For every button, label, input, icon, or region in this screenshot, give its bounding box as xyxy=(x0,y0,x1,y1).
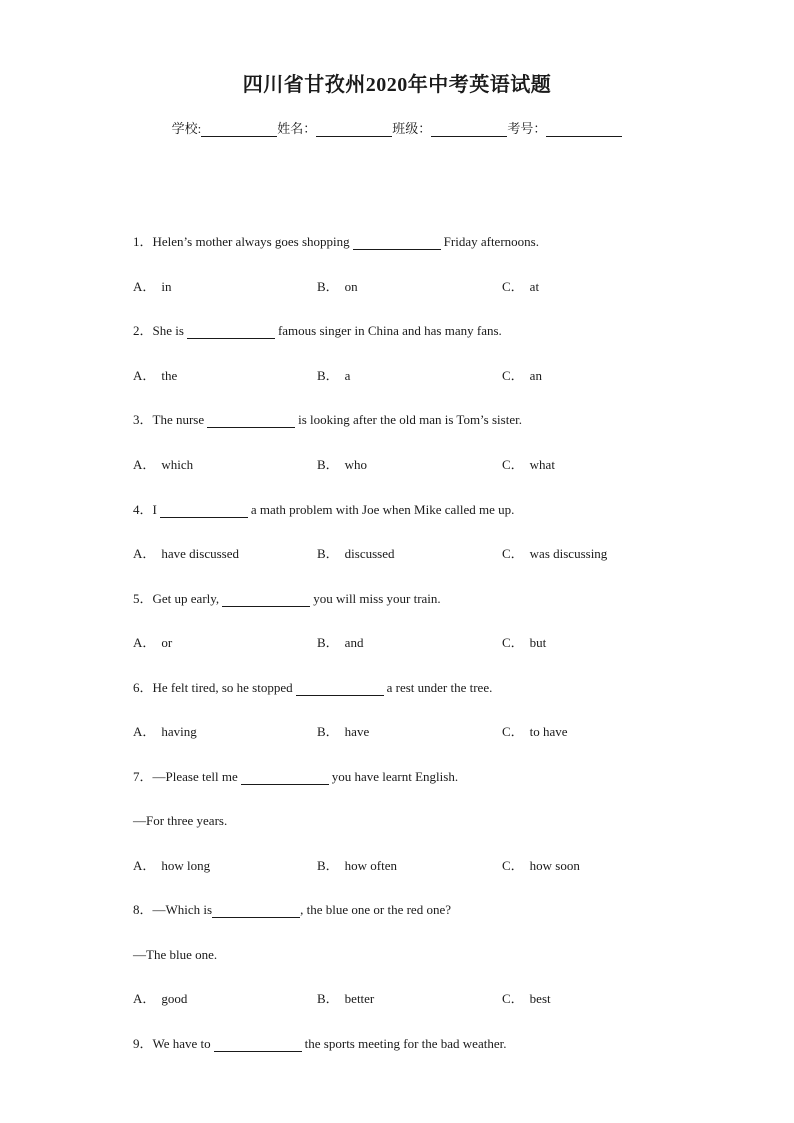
exam-no-label: 考号： xyxy=(507,121,547,136)
option-text: or xyxy=(161,635,173,650)
question-number: 4． xyxy=(133,502,153,517)
answer-blank[interactable] xyxy=(214,1038,302,1052)
option-text: which xyxy=(161,457,194,472)
option-b[interactable] xyxy=(317,279,358,295)
option-letter: B． xyxy=(317,546,339,561)
option-c[interactable] xyxy=(502,724,568,740)
answer-blank[interactable] xyxy=(187,325,275,339)
option-letter: B． xyxy=(317,724,339,739)
answer-blank[interactable] xyxy=(160,504,248,518)
school-blank[interactable] xyxy=(201,122,277,137)
question-3 xyxy=(133,412,522,428)
question-text-after: , the blue one or the red one? xyxy=(300,902,451,917)
question-text-after: a rest under the tree. xyxy=(386,680,493,695)
option-a[interactable] xyxy=(133,457,193,473)
option-letter: B． xyxy=(317,635,339,650)
question-number: 3． xyxy=(133,412,153,427)
option-text: what xyxy=(529,457,555,472)
option-letter: B． xyxy=(317,457,339,472)
name-blank[interactable] xyxy=(316,122,392,137)
question-text-before: —Which is xyxy=(152,902,213,917)
option-letter: C． xyxy=(502,858,524,873)
option-letter: C． xyxy=(502,279,524,294)
question-number: 8． xyxy=(133,902,153,917)
option-text: at xyxy=(529,279,540,294)
question-reply: —For three years. xyxy=(133,813,228,828)
option-c[interactable] xyxy=(502,991,551,1007)
question-text-before: I xyxy=(152,502,157,517)
option-text: discussed xyxy=(344,546,395,561)
option-letter: A． xyxy=(133,635,156,650)
question-text-after: a math problem with Joe when Mike called me up. xyxy=(250,502,515,517)
option-letter: C． xyxy=(502,546,524,561)
question-text-after: Friday afternoons. xyxy=(443,234,539,249)
option-text: how soon xyxy=(529,858,580,873)
option-a[interactable] xyxy=(133,724,197,740)
option-c[interactable] xyxy=(502,457,555,473)
option-c[interactable] xyxy=(502,546,607,562)
option-text: but xyxy=(529,635,547,650)
question-7 xyxy=(133,769,458,785)
option-a[interactable] xyxy=(133,858,210,874)
option-a[interactable] xyxy=(133,635,172,651)
answer-blank[interactable] xyxy=(212,904,300,918)
option-text: how often xyxy=(344,858,398,873)
question-5 xyxy=(133,591,441,607)
option-a[interactable] xyxy=(133,368,177,384)
question-1 xyxy=(133,234,539,250)
option-letter: B． xyxy=(317,279,339,294)
option-a[interactable] xyxy=(133,546,239,562)
option-text: best xyxy=(529,991,551,1006)
answer-blank[interactable] xyxy=(353,236,441,250)
option-a[interactable] xyxy=(133,279,172,295)
question-number: 7． xyxy=(133,769,153,784)
question-reply: —The blue one. xyxy=(133,947,218,962)
question-text-after: is looking after the old man is Tom’s sister. xyxy=(298,412,522,427)
answer-blank[interactable] xyxy=(222,593,310,607)
question-text-before: Helen’s mother always goes shopping xyxy=(152,234,350,249)
question-9 xyxy=(133,1036,506,1052)
question-text-before: She is xyxy=(152,323,184,338)
option-text: how long xyxy=(161,858,211,873)
class-label: 班级： xyxy=(392,121,432,136)
exam-no-blank[interactable] xyxy=(546,122,622,137)
option-text: was discussing xyxy=(529,546,608,561)
option-letter: A． xyxy=(133,858,156,873)
option-text: good xyxy=(161,991,188,1006)
option-b[interactable] xyxy=(317,457,367,473)
school-label: 学校: xyxy=(171,121,202,136)
option-letter: C． xyxy=(502,457,524,472)
class-blank[interactable] xyxy=(431,122,507,137)
option-c[interactable] xyxy=(502,368,542,384)
option-c[interactable] xyxy=(502,635,546,651)
option-b[interactable] xyxy=(317,546,395,562)
option-letter: C． xyxy=(502,635,524,650)
question-2 xyxy=(133,323,502,339)
option-b[interactable] xyxy=(317,724,369,740)
question-number: 9． xyxy=(133,1036,153,1051)
option-letter: B． xyxy=(317,858,339,873)
question-text-after: you have learnt English. xyxy=(331,769,459,784)
answer-blank[interactable] xyxy=(296,682,384,696)
question-text-before: He felt tired, so he stopped xyxy=(152,680,293,695)
option-text: having xyxy=(161,724,197,739)
option-a[interactable] xyxy=(133,991,187,1007)
question-number: 1． xyxy=(133,234,153,249)
option-text: who xyxy=(344,457,368,472)
option-text: have xyxy=(344,724,370,739)
question-text-before: We have to xyxy=(152,1036,211,1051)
question-4 xyxy=(133,502,514,518)
option-letter: C． xyxy=(502,991,524,1006)
option-text: on xyxy=(344,279,358,294)
option-text: the xyxy=(161,368,178,383)
option-text: to have xyxy=(529,724,568,739)
option-letter: A． xyxy=(133,546,156,561)
question-number: 2． xyxy=(133,323,153,338)
option-c[interactable] xyxy=(502,858,580,874)
name-label: 姓名： xyxy=(277,121,317,136)
question-number: 6． xyxy=(133,680,153,695)
question-8 xyxy=(133,902,451,918)
question-text-after: the sports meeting for the bad weather. xyxy=(304,1036,507,1051)
option-letter: C． xyxy=(502,724,524,739)
page-title: 四川省甘孜州2020年中考英语试题 xyxy=(242,74,552,96)
question-text-before: —Please tell me xyxy=(152,769,238,784)
question-6 xyxy=(133,680,492,696)
option-letter: A． xyxy=(133,724,156,739)
option-letter: A． xyxy=(133,279,156,294)
student-info-row xyxy=(0,118,794,137)
option-b[interactable] xyxy=(317,991,374,1007)
question-text-before: Get up early, xyxy=(152,591,220,606)
option-b[interactable] xyxy=(317,368,350,384)
option-letter: A． xyxy=(133,991,156,1006)
option-text: and xyxy=(344,635,364,650)
option-text: in xyxy=(161,279,172,294)
option-letter: C． xyxy=(502,368,524,383)
question-text-before: The nurse xyxy=(152,412,205,427)
option-letter: B． xyxy=(317,368,339,383)
answer-blank[interactable] xyxy=(207,414,295,428)
question-number: 5． xyxy=(133,591,153,606)
question-text-after: you will miss your train. xyxy=(313,591,441,606)
option-text: a xyxy=(344,368,351,383)
option-letter: A． xyxy=(133,368,156,383)
option-text: an xyxy=(529,368,542,383)
option-letter: A． xyxy=(133,457,156,472)
option-letter: B． xyxy=(317,991,339,1006)
answer-blank[interactable] xyxy=(241,771,329,785)
question-text-after: famous singer in China and has many fans. xyxy=(277,323,502,338)
option-b[interactable] xyxy=(317,635,363,651)
option-text: have discussed xyxy=(161,546,240,561)
option-text: better xyxy=(344,991,375,1006)
option-b[interactable] xyxy=(317,858,397,874)
option-c[interactable] xyxy=(502,279,539,295)
